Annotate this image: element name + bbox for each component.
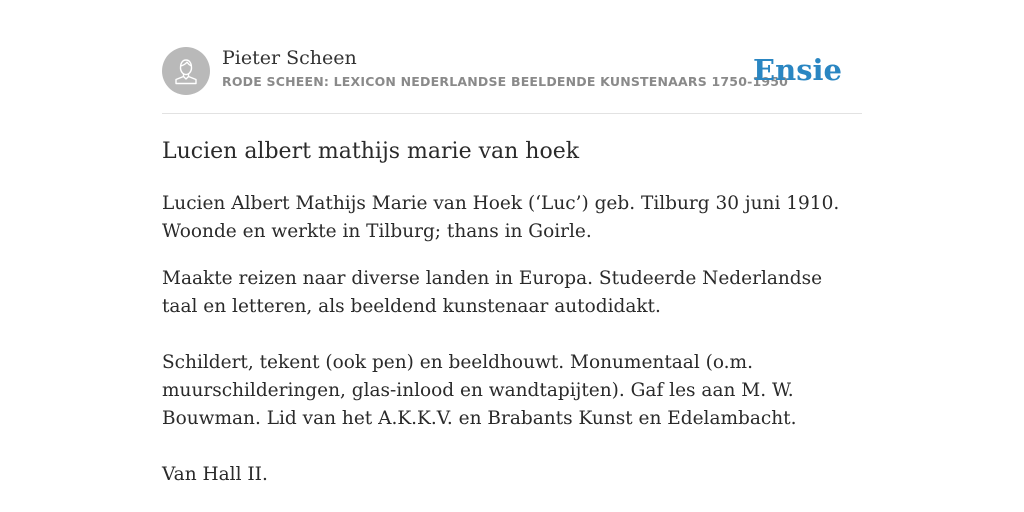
paragraph: Lucien Albert Mathijs Marie van Hoek (‘Luc’) geb. Tilburg 30 juni 1910. Woonde en werkte in Tilburg; thans in Goirle. <box>162 193 840 242</box>
author-name[interactable]: Pieter Scheen <box>222 47 357 69</box>
paragraph: Van Hall II. <box>162 464 268 485</box>
paragraph: Schildert, tekent (ook pen) en beeldhouwt. Monumentaal (o.m. muurschilderingen, glas-inlood en wandtapijten). Gaf les aan M. W. Bouwman. Lid van het A.K.K.V. en Brabants Kunst en Edelambacht. <box>162 352 797 429</box>
article-header <box>162 0 862 114</box>
article-title: Lucien albert mathijs marie van hoek <box>162 139 580 164</box>
brand-logo[interactable]: Ensie <box>753 53 842 87</box>
user-avatar-icon <box>162 47 210 95</box>
article-body <box>162 190 862 489</box>
paragraph: Maakte reizen naar diverse landen in Europa. Studeerde Nederlandse taal en letteren, als beeldend kunstenaar autodidakt. <box>162 268 823 317</box>
author-avatar[interactable] <box>162 47 210 95</box>
source-title[interactable]: RODE SCHEEN: LEXICON NEDERLANDSE BEELDENDE KUNSTENAARS 1750-1950 <box>222 74 789 89</box>
page-container <box>162 0 862 485</box>
